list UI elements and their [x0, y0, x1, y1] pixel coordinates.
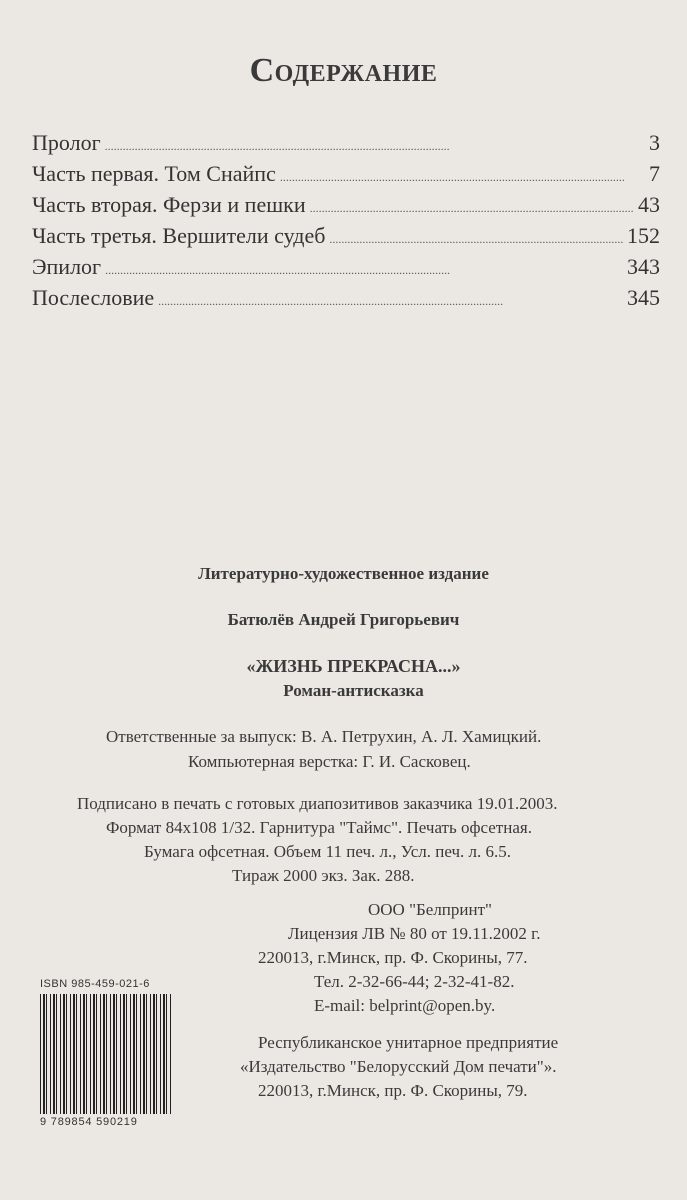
- toc-entry-page: 152: [627, 223, 660, 248]
- toc-entry-page: 7: [649, 161, 660, 186]
- isbn-barcode: [40, 978, 180, 1128]
- layout-credit: Компьютерная верстка: Г. И. Сасковец.: [188, 752, 471, 771]
- toc-entry: [32, 161, 660, 192]
- print-info-2: Формат 84x108 1/32. Гарнитура "Таймс". Печать офсетная.: [106, 818, 532, 837]
- toc-title: Содержание: [249, 52, 438, 89]
- toc-entry-page: 345: [627, 285, 660, 310]
- publisher-address: 220013, г.Минск, пр. Ф. Скорины, 77.: [258, 948, 528, 967]
- responsible-editors: Ответственные за выпуск: В. А. Петрухин, А. Л. Хамицкий.: [106, 727, 542, 746]
- book-title: «ЖИЗНЬ ПРЕКРАСНА...»: [246, 656, 461, 676]
- edition-type: Литературно-художественное издание: [198, 564, 489, 583]
- printer-name-2: «Издательство "Белорусский Дом печати"».: [240, 1057, 557, 1076]
- table-of-contents: [32, 130, 660, 316]
- toc-entry-page: 3: [649, 130, 660, 155]
- toc-entry-label: Послесловие: [32, 285, 155, 310]
- toc-leader-dots: [329, 223, 623, 249]
- toc-entry: [32, 223, 660, 254]
- barcode-bars: [40, 994, 172, 1114]
- print-info-3: Бумага офсетная. Объем 11 печ. л., Усл. печ. л. 6.5.: [144, 842, 512, 861]
- author-name: Батюлёв Андрей Григорьевич: [227, 610, 460, 629]
- toc-entry-label: Часть третья. Вершители судеб: [32, 223, 326, 248]
- toc-leader-dots: [158, 285, 623, 311]
- toc-entry-label: Пролог: [32, 130, 101, 155]
- toc-leader-dots: [105, 130, 645, 156]
- toc-entry: [32, 130, 660, 161]
- printer-name-1: Республиканское унитарное предприятие: [258, 1033, 559, 1052]
- publisher-email: E-mail: belprint@open.by.: [314, 996, 496, 1015]
- printer-address: 220013, г.Минск, пр. Ф. Скорины, 79.: [258, 1081, 528, 1100]
- toc-entry-label: Часть первая. Том Снайпс: [32, 161, 276, 186]
- toc-leader-dots: [105, 254, 623, 280]
- isbn-label: ISBN 985-459-021-6: [40, 978, 150, 990]
- toc-leader-dots: [280, 161, 645, 187]
- toc-entry: [32, 192, 660, 223]
- toc-entry-page: 343: [627, 254, 660, 279]
- toc-entry-page: 43: [638, 192, 660, 217]
- publisher-name: ООО "Белпринт": [368, 900, 492, 919]
- publisher-phone: Тел. 2-32-66-44; 2-32-41-82.: [314, 972, 515, 991]
- book-genre: Роман-антисказка: [283, 681, 424, 700]
- print-info-4: Тираж 2000 экз. Зак. 288.: [232, 866, 415, 885]
- toc-entry: [32, 285, 660, 316]
- toc-entry: [32, 254, 660, 285]
- toc-entry-label: Часть вторая. Ферзи и пешки: [32, 192, 306, 217]
- barcode-digits: 9 789854 590219: [40, 1116, 138, 1128]
- toc-leader-dots: [310, 192, 634, 218]
- print-info-1: Подписано в печать с готовых диапозитивов заказчика 19.01.2003.: [77, 794, 558, 813]
- toc-entry-label: Эпилог: [32, 254, 102, 279]
- publisher-license: Лицензия ЛВ № 80 от 19.11.2002 г.: [288, 924, 541, 943]
